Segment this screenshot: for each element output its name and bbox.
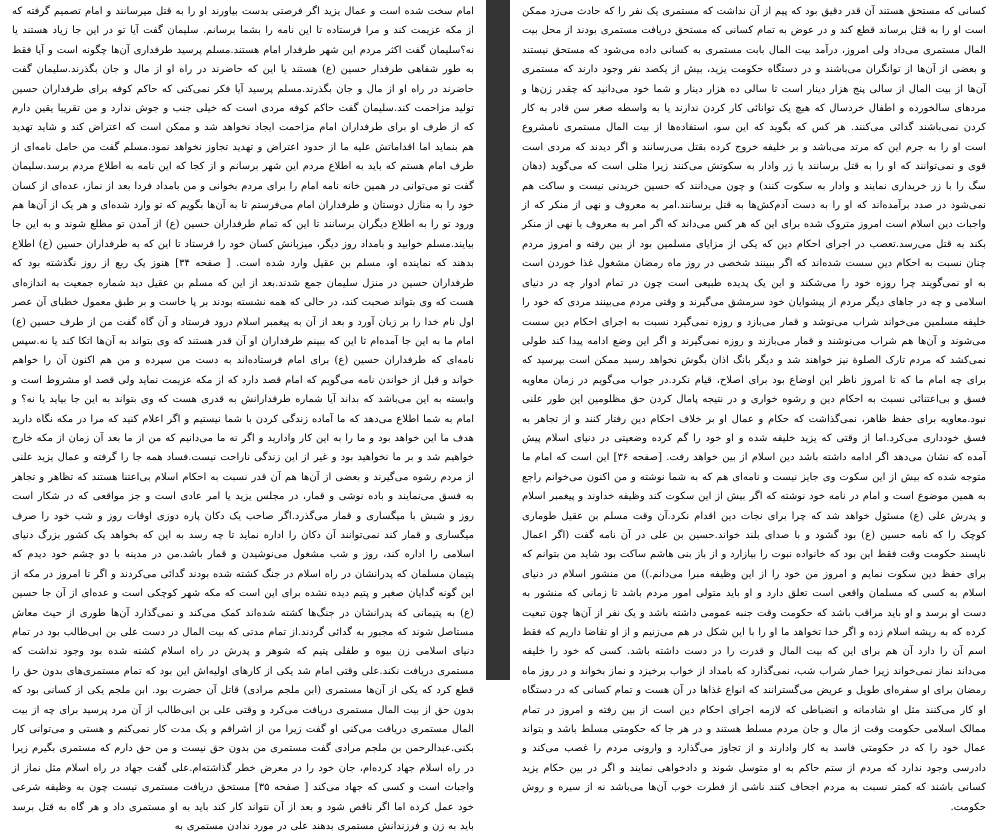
document-page-right (510, 0, 1000, 813)
page-left-text: امام سخت شده است و عمال یزید اگر فرصتی بدست بیاورند او را به قتل میرسانند و امام تصمیم گرفته که از مکه عزیمت کند و مرا فرستاده تا این نامه را بشما برسانم. سلیمان گفت آیا تو در این جا زیاد هستند یا نه؟سلیمان گفت اکثر مردم این شهر طرفدار امام هستند.مسلم پرسید طرفداری آن‌ها چگونه است و آیا فقط به طور شفاهی طرفدار حسین (ع) هستند یا این که حاضرند در راه او از مال و جان بگذرند.سلیمان گفت حاضرند در راه او از مال و جان بگذرند.مسلم پرسید آیا فکر نمی‌کنی که حاکم کوفه برای طرفداران حسین تولید مزاحمت کند.سلیمان گفت حاکم کوفه مردی است که خیلی جنب و جوش ندارد و من تقریبا یقین دارم که از طرف او برای طرفداران امام مزاحمت ایجاد نخواهد شد و ممکن است که اعتراض کند و شاید تهدید هم بنماید اما اقداماتش علیه ما از حدود اعتراض و تهدید تجاوز نخواهد نمود.مسلم گفت من حامل نامه‌ای از طرف امام هستم که باید به اطلاع مردم این شهر برسانم و از کجا که این نامه به اطلاع مردم برسد.سلیمان گفت تو می‌توانی در همین خانه نامه امام را برای مردم بخوانی و من بامداد فردا بعد از نماز، عده‌ای از کسان خود را به منازل دوستان و طرفداران امام می‌فرستم تا به آن‌ها بگویم که تو وارد شده‌ای و هر یک از آن‌ها هم ورود تو را به اطلاع دیگران برسانند تا این که تمام طرفداران حسین (ع) از آمدن تو مطلع شوند و به این جا بیایند.مسلم خوابید و بامداد روز دیگر، میزبانش کسان خود را فرستاد تا این که به طرفداران حسین (ع) اطلاع بدهند که نماینده او، مسلم بن عقیل وارد شده است. [ صفحه ۳۴] هنوز یک ربع از روز نگذشته بود که طرفداران حسین در منزل سلیمان جمع شدند.بعد از این که مسلم بن عقیل دید شماره جمعیت به اندازه‌ای هست که وی بتواند صحبت کند، در حالی که همه نشسته بودند بر پا خاست و بر طبق معمول خطبای آن عصر اول نام خدا را بر زبان آورد و بعد از آن به پیغمبر اسلام درود فرستاد و آن گاه گفت من از طرف حسین (ع) امام ما به این جا آمده‌ام تا این که ببینم طرفداران او آن قدر هستند که وی بتواند به آن‌ها اتکا کند یا نه.سپس نامه‌ای که طرفداران حسین (ع) برای امام فرستاده‌اند به دست من سپرده و من هم اکنون آن را خواهم خواند و قبل از خواندن نامه می‌گویم که امام قصد دارد که از مکه عزیمت نماید ولی قصد او مشروط است و وابسته به این می‌باشد که بداند آیا شماره طرفدارانش به قدری هست که وی بتواند به این جا بیاید یا نه؟ و امام به شما اطلاع می‌دهد که ما آماده زندگی کردن با شما نیستیم و اگر اعلام کنید که مرا در مکه نگاه دارید هدف ما این خواهد بود و ما را به این کار وادارید و اگر نه ما می‌دانیم که من از ما بعد آن زمان از مکه خارج خواهیم شد و بر ما نخواهید بود و غیر از این زندگی ناراحت نیست.فساد همه جا را گرفته و عمال یزید علنی از مردم رشوه می‌گیرند و بعضی از آن‌ها هم آن قدر نسبت به احکام اسلام بی‌اعتنا هستند که تظاهر و تجاهر به فسق می‌نمایند و باده نوشی و قمار، در مجلس یزید یا امر عادی است و جز مواقعی که در شکار است روز و شبش با میگساری و قمار می‌گذرد.اگر صاحب یک دکان پاره دوزی اوقات روز و شب خود را صرف میگساری و قمار کند نمی‌توانند آن دکان را اداره نماید تا چه رسد به این که بخواهد یک کشور بزرگ دنیای اسلامی را اداره کند، روز و شب مشغول می‌نوشیدن و قمار باشد.من در مدینه با دو چشم خود دیدم که پتیمان مسلمان که پدرانشان در راه اسلام در جنگ کشته شده بودند گدائی می‌کردند و اگر تا امروز در مکه از این گونه گدایان صغیر و پتیم دیده نشده برای این است که مکه شهر کوچکی است و عده‌ای از آن جا حسین (ع) به پتیمانی که پدرانشان در جنگ‌ها کشته شده‌اند کمک می‌کند و نمی‌گذارد آن‌ها طوری از حیث معاش مستاصل شوند که مجبور به گدائی گردند.از تمام مدتی که بیت المال در دست علی بن ابی‌طالب بود در تمام دنیای اسلامی زن بیوه و طفلی پتیم که شوهر و پدرش در راه اسلام کشته شده بود وجود نداشت که مستمری دریافت نکند.علی وقتی امام شد یکی از کارهای اولیه‌اش این بود که تمام مستمری‌های بدون حق را قطع کرد که یکی از آن‌ها مستمری (ابن ملجم مرادی) قاتل آن حضرت بود. ابن ملجم یکی از کسانی بود که بدون حق از بیت المال مستمری دریافت می‌کرد و وقتی علی بن ابی‌طالب از آن مرد پرسید برای چه از بیت المال مستمری دریافت می‌کنی او گفت زیرا من از اشرافم و یک مدت کار نمی‌کنم و هستی و می‌توانی کار بکنی.عبدالرحمن بن ملجم مرادی گفت مستمری من بدون حق نیست و من حق دارم که مستمری بگیرم زیرا در راه اسلام جهاد کرده‌ام، جان خود را در معرض خطر گذاشته‌ام.علی گفت جهاد در راه اسلام مثل نماز از واجبات است و کسی که جهاد می‌کند [ صفحه ۳۵] مستحق دریافت مستمری نیست چون به وظیفه شرعی خود عمل کرده اما اگر ناقص شود و بعد از آن نتواند کار کند باید به او مستمری داد و هر گاه به قتل برسد باید به زن و فرزندانش مستمری بدهند علی در مورد ندادن مستمری به (12, 6, 474, 833)
document-page-left (0, 0, 486, 833)
page-gutter-divider (486, 0, 510, 680)
page-right-text: کسانی که مستحق هستند آن قدر دقیق بود که پیم از آن نداشت که مستمری یک نفر را که حادث می‌زد ممکن است او را به قتل برساند قطع کند و در عوض به تمام کسانی که مستحق دریافت مستمری بودند از محل بیت المال مستمری می‌داد ولی امروز، درآمد بیت المال بابت مستمری به کسانی داده می‌شود که مستحق نیستند و بعضی از آن‌ها از توانگران می‌باشند و در دستگاه حکومت یزید، بیش از یکصد نفر وجود دارند که مستمری آن‌ها از بیت المال از سالی پنج هزار دینار است تا سالی ده هزار دینار و شما خود می‌دانید که چقدر زن‌ها و مردهای سالخورده و اطفال خردسال که هیچ یک توانائی کار کردن ندارند یا به واسطه صغر سن قادر به کار کردن نمی‌باشند گدائی می‌کنند. هر کس که بگوید که این سو، استفاده‌ها از بیت المال مستمری نامشروع است او را به جرم این که مرتد می‌باشد و بر خلیفه خروج کرده بقتل می‌رسانند و اگر دیدند که مردی است قوی و نمی‌توانند که او را به قتل برسانند یا زر وادار به سکوتش می‌کنند زیرا مثلی است که می‌گوید (دهان سگ را با زر خریداری نمایند و وادار به سکوت کنند) و چون می‌دانند که حسین خریدنی نیست و ساکت هم نمی‌شود در صدد برآمده‌اند که او را به دست آدم‌کش‌ها به قتل برسانند.امر به معروف و نهی از منکر که از واجبات دین اسلام است امروز متروک شده برای این که هر کس می‌داند که اگر امر به معروف یا نهی از منکر بکند به قتل می‌رسد.تعصب در اجرای احکام دین که یکی از مزایای مسلمین بود از بین رفته و امروز مردم چنان نسبت به احکام دین سست شده‌اند که اگر ببینند شخصی در روز ماه رمضان مشغول غذا خوردن است به او نمی‌گویند چرا روزه خود را می‌شکند و این یک پدیده طبیعی است چون در تمام ادوار چه در دنیای اسلامی و چه در جاهای دیگر مردم از پیشوایان خود سرمشق می‌گیرند و وقتی مردم می‌بینند مردی که خود را خلیفه مسلمین می‌خواند شراب می‌نوشد و قمار می‌بازد و روزه نمی‌گیرد نسبت به اجرای احکام دین سست می‌شوند و آن‌ها هم شراب می‌نوشند و قمار می‌بازند و روزه نمی‌گیرند و اگر این وضع ادامه پیدا کند طولی نمی‌کشد که مردم تارک الصلوة نیز خواهند شد و دیگر بانگ اذان بگوش نخواهد رسید ممکن است بپرسید که برای چه امام ما که تا امروز ناظر این اوضاع بود برای اصلاح، قیام نکرد.در جواب می‌گویم در زمان معاویه فسق و بی‌اعتنائی نسبت به احکام دین و رشوه خواری و در نتیجه پامال کردن حق مظلومین این طور علنی نبود.معاویه برای حفظ ظاهر، نمی‌گذاشت که حکام و عمال او بر خلاف احکام دین رفتار کنند و از تجاهر به فسق خودداری می‌کرد.اما از وقتی که یزید خلیفه شده و او خود را گم کرده وضعیتی در دنیای اسلام پیش آمده که نشان می‌دهد اگر ادامه داشته باشد دین اسلام از بین خواهد رفت. [صفحه ۳۶] این است که امام ما متوجه شده که بیش از این سکوت وی جایز نیست و نامه‌ای هم که به شما نوشته و من اکنون می‌خوانم راجع به همین موضوع است و امام در نامه خود نوشته که اگر بیش از این سکوت کند وظیفه خداوند و پیغمبر اسلام و پدرش علی (ع) مسئول خواهد شد که چرا برای نجات دین اقدام نکرد.آن وقت مسلم بن عقیل طوماری کوچک را که نامه حسین (ع) بود گشود و با صدای بلند خواند.حسین بن علی در آن نامه گفت (اگر اعمال ناپسند حکومت وقت فقط این بود که خانواده نبوت را بیازارد و از باز بنی هاشم ساکت بود شاید من بتوانم که برای حفظ دین سکوت نمایم و امروز من خود را از این وظیفه مبرا می‌دانم.)) من منشور اسلام در دنیای اسلام به کسی که مسلمان واقعی است تعلق دارد و او باید متولی امور مردم باشد تا زمانی که منشور به دست او برسد و او باید مراقب باشد که حکومت وقت جنبه عمومی داشته باشد و یک نفر از آن‌ها چون تبعیت کرده که به ریشه اسلام زده و اگر خدا تخواهد ما او را با این شکل در هم می‌زنیم و از او تقاضا داریم که فقط اسم آن را دارد آن هم برای این که بیت المال و قدرت را در دست داشته باشد. کسی که خود را خلیفه می‌داند نماز نمی‌خواند زیرا خمار شراب شب، نمی‌گذارد که بامداد از خواب برخیزد و نماز بخواند و در روز ماه رمضان برای او سفره‌ای طویل و عریض می‌گسترانند که انواع غذاها در آن هست و تمام کسانی که در دستگاه او کار می‌کنند مثل او شادمانه و انضباطی که لازمه اجرای احکام دین است از بین رفته و امروز در تمام ممالک اسلامی حکومت وقت از مال و جان مردم مسلط هستند و در هر جا که حکومتی مسلط باشد و بتواند عمال خود را که در حکومتی فاسد به کار وادارند و از تجاوز می‌گذارد و وارونی مردم را غصب می‌کند و دادرسی وجود ندارد که مردم از ستم حاکم به او متوسل شوند و دادخواهی نمایند و اگر در بین حکام یزید کسانی باشند که کمتر نسبت به مردم اجحاف کنند ناشی از فطرت خوب آن‌ها می‌باشد نه از سیره و روش حکومت. (522, 6, 986, 813)
